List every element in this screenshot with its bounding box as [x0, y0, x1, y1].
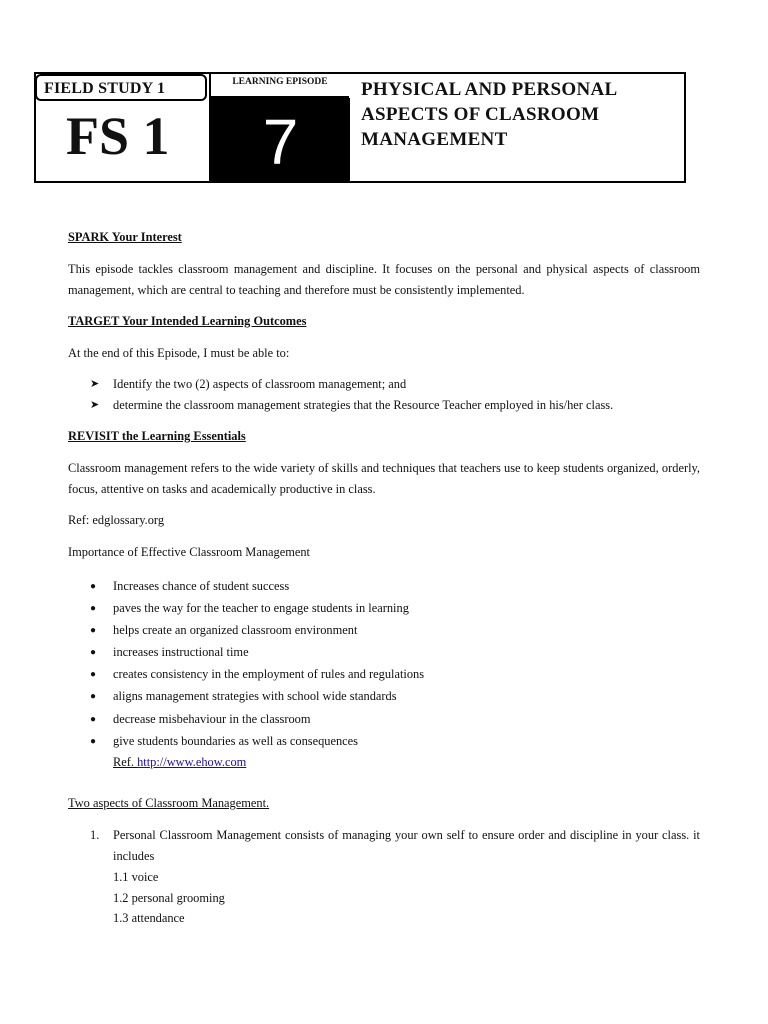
revisit-paragraph: Classroom management refers to the wide variety of skills and techniques that teachers use to keep students organized, orderly, focus, attentive on tasks and academically productive in class.: [68, 461, 700, 496]
aspect-item-1: Personal Classroom Management consists of managing your own self to ensure order and discipline in your class. it includes: [113, 828, 700, 863]
episode-label: LEARNING EPISODE: [232, 77, 328, 87]
aspect-number-1: 1.: [90, 828, 100, 842]
dot-bullet-icon: ●: [90, 736, 97, 747]
spark-heading: SPARK Your Interest: [68, 230, 182, 244]
dot-bullet-icon: ●: [90, 603, 97, 614]
importance-item-5: creates consistency in the employment of rules and regulations: [113, 667, 425, 681]
dot-bullet-icon: ●: [90, 647, 97, 658]
importance-item-6: aligns management strategies with school wide standards: [113, 689, 397, 703]
outcome-item-1: Identify the two (2) aspects of classroom management; and: [113, 377, 407, 391]
outcome-item-2: determine the classroom management strategies that the Resource Teacher employed in his/her class.: [113, 398, 614, 412]
importance-item-7: decrease misbehaviour in the classroom: [113, 712, 311, 726]
episode-title-line-3: MANAGEMENT: [361, 129, 508, 150]
arrow-bullet-icon: ➤: [90, 399, 100, 411]
ehow-link[interactable]: http://www.ehow.com: [137, 755, 247, 769]
importance-item-1: Increases chance of student success: [113, 579, 290, 593]
episode-title: [361, 77, 681, 152]
aspects-heading: Two aspects of Classroom Management.: [68, 796, 270, 810]
reference-ehow: [113, 752, 246, 773]
reference-prefix: Ref.: [113, 755, 138, 769]
importance-heading: Importance of Effective Classroom Management: [68, 545, 310, 559]
course-code: FS 1: [66, 106, 170, 166]
importance-item-3: helps create an organized classroom environment: [113, 623, 358, 637]
episode-title-line-2: ASPECTS OF CLASROOM: [361, 104, 600, 125]
target-intro: At the end of this Episode, I must be able to:: [68, 346, 290, 360]
importance-item-2: paves the way for the teacher to engage students in learning: [113, 601, 409, 615]
dot-bullet-icon: ●: [90, 691, 97, 702]
target-heading: TARGET Your Intended Learning Outcomes: [68, 314, 307, 328]
aspect-subitem-voice: 1.1 voice: [113, 870, 159, 884]
episode-title-line-1: PHYSICAL AND PERSONAL: [361, 79, 618, 100]
reference-edglossary: Ref: edglossary.org: [68, 513, 165, 527]
episode-number: 7: [262, 106, 299, 178]
importance-item-8: give students boundaries as well as consequences: [113, 734, 358, 748]
aspect-subitem-grooming: 1.2 personal grooming: [113, 891, 225, 905]
dot-bullet-icon: ●: [90, 581, 97, 592]
revisit-heading: REVISIT the Learning Essentials: [68, 429, 246, 443]
arrow-bullet-icon: ➤: [90, 378, 100, 390]
aspect-subitem-attendance: 1.3 attendance: [113, 911, 185, 925]
dot-bullet-icon: ●: [90, 669, 97, 680]
importance-item-4: increases instructional time: [113, 645, 249, 659]
dot-bullet-icon: ●: [90, 714, 97, 725]
field-study-badge-label: FIELD STUDY 1: [44, 80, 166, 97]
spark-paragraph: This episode tackles classroom management and discipline. It focuses on the personal and physical aspects of classroom management, which are central to teaching and therefore must be consistently implemented.: [68, 262, 700, 297]
dot-bullet-icon: ●: [90, 625, 97, 636]
